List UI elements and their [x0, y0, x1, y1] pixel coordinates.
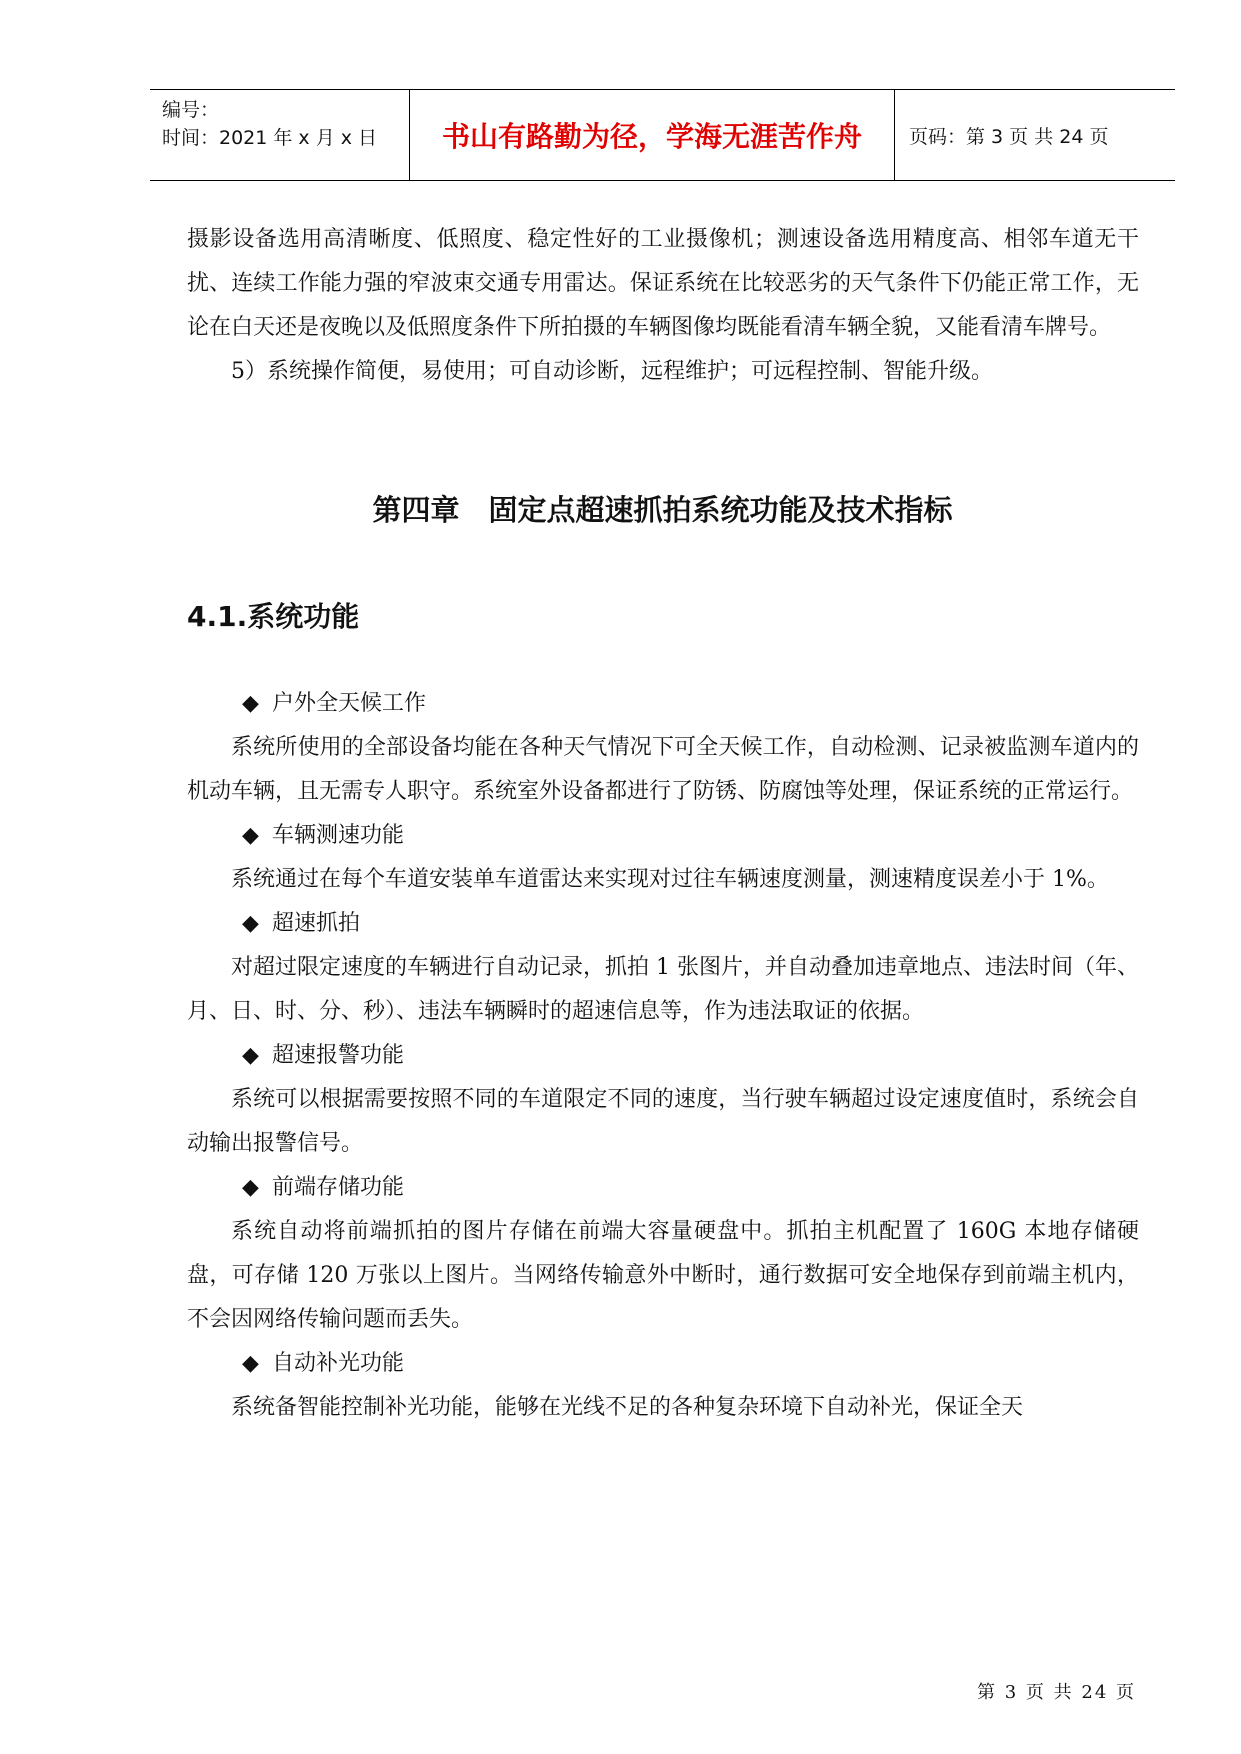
diamond-bullet-icon: ◆	[242, 691, 259, 716]
diamond-bullet-icon: ◆	[242, 1043, 259, 1068]
feature-text: 对超过限定速度的车辆进行自动记录，抓拍 1 张图片，并自动叠加违章地点、违法时间（年、月、日、时、分、秒）、违法车辆瞬时的超速信息等，作为违法取证的依据。	[187, 955, 1139, 1024]
feature-text: 系统所使用的全部设备均能在各种天气情况下可全天候工作，自动检测、记录被监测车道内的机动车辆，且无需专人职守。系统室外设备都进行了防锈、防腐蚀等处理，保证系统的正常运行。	[187, 735, 1139, 804]
feature-heading: ◆ 户外全天候工作	[187, 682, 1139, 726]
header-motto: 书山有路勤为径，学海无涯苦作舟	[441, 120, 862, 153]
number-label: 编号：	[162, 99, 220, 121]
feature-text: 系统备智能控制补光功能，能够在光线不足的各种复杂环境下自动补光，保证全天	[231, 1395, 1024, 1420]
header-page-info: 页码：第 3 页 共 24 页	[909, 125, 1109, 148]
header-meta	[162, 96, 412, 152]
diamond-bullet-icon: ◆	[242, 911, 259, 936]
feature-heading: ◆ 超速抓拍	[187, 902, 1139, 946]
time-label: 时间：2021 年 x 月 x 日	[162, 127, 378, 149]
feature-text: 系统自动将前端抓拍的图片存储在前端大容量硬盘中。抓拍主机配置了 160G 本地存储硬盘，可存储 120 万张以上图片。当网络传输意外中断时，通行数据可安全地保存到前端主机内，不会因网络传输问题而丢失。	[187, 1219, 1139, 1332]
header-table	[150, 89, 1175, 181]
features-list	[187, 682, 1139, 1430]
diamond-bullet-icon: ◆	[242, 823, 259, 848]
feature-heading: ◆ 前端存储功能	[187, 1166, 1139, 1210]
diamond-bullet-icon: ◆	[242, 1351, 259, 1376]
intro-paragraph: 摄影设备选用高清晰度、低照度、稳定性好的工业摄像机；测速设备选用精度高、相邻车道无干扰、连续工作能力强的窄波束交通专用雷达。保证系统在比较恶劣的天气条件下仍能正常工作，无论在白天还是夜晚以及低照度条件下所拍摄的车辆图像均既能看清车辆全貌，又能看清车牌号。	[187, 227, 1139, 340]
feature-heading: ◆ 自动补光功能	[187, 1342, 1139, 1386]
page-footer: 第 3 页 共 24 页	[977, 1682, 1136, 1703]
feature-text: 系统通过在每个车道安装单车道雷达来实现对过往车辆速度测量，测速精度误差小于 1%。	[231, 867, 1109, 892]
point-5: 5）系统操作简便，易使用；可自动诊断，远程维护；可远程控制、智能升级。	[231, 359, 993, 384]
feature-heading: ◆ 车辆测速功能	[187, 814, 1139, 858]
intro-section	[187, 218, 1139, 394]
feature-heading: ◆ 超速报警功能	[187, 1034, 1139, 1078]
diamond-bullet-icon: ◆	[242, 1175, 259, 1200]
feature-text: 系统可以根据需要按照不同的车道限定不同的速度，当行驶车辆超过设定速度值时，系统会自动输出报警信号。	[187, 1087, 1139, 1156]
section-title: 4.1.系统功能	[187, 600, 360, 633]
chapter-title: 第四章 固定点超速抓拍系统功能及技术指标	[372, 493, 953, 527]
